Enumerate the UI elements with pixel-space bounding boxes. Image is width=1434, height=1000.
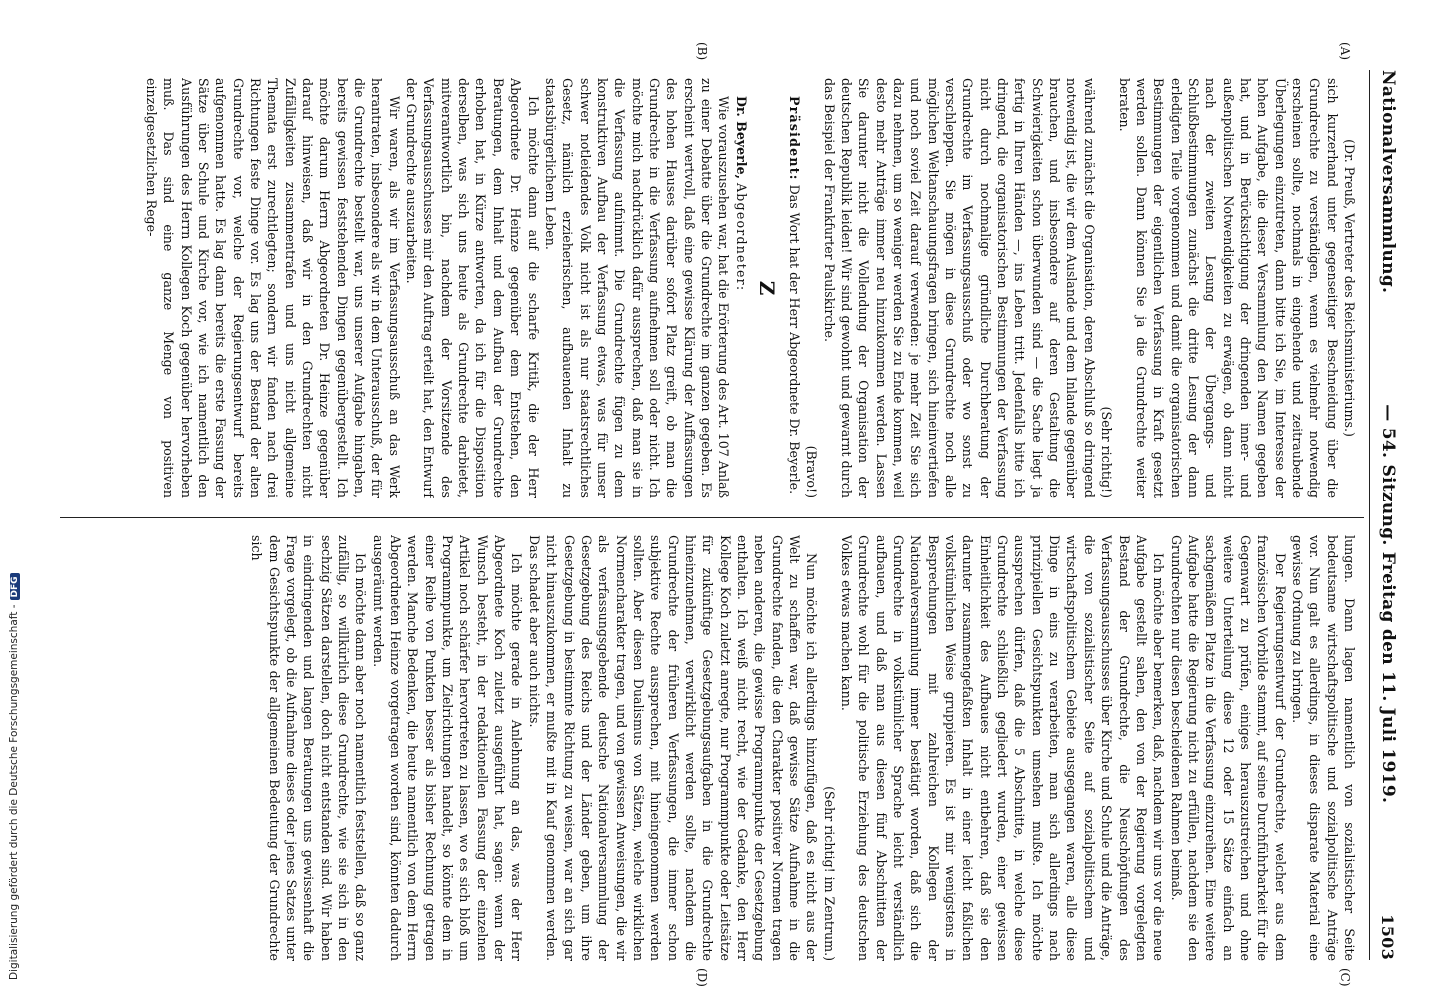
paragraph: Nun möchte ich allerdings hinzufügen, daß es nicht aus der Welt zu schaffen war, daß gewisse Sätze Aufnahme in die Grundrechte fanden, die den Charakter positiver Normen tragen neben anderen, die gewisse Programmpunkte der Gesetzgebung enthalten. Ich weiß nicht recht, wie der Gedanke, den Herr Kollege Koch zuletzt anregte, nur Programmpunkte oder Leitsätze für zukünftige Gesetzgebungsaufgaben in die Grundrechte hineinzunehmen, verwirklicht werden sollte, nachdem die Grundrechte der früheren Verfassungen, die immer schon subjektive Rechte aussprechen, mit hineingenommen werden sollten. Aber diesen Dualismus von Sätzen, welche wirklichen Normencharakter tragen, und von gewissen Anweisungen, die wir als verfassungsgebende deutsche Nationalversammlung der Gesetzgebung des Reichs und der Länder geben, um ihre Gesetzgebung in bestimmte Richtung zu weisen, war an sich gar nicht hinauszukommen, er mußte mit in Kauf genommen werden. Das schadet aber auch nichts. [526,535,820,961]
paragraph: lungen. Dann lagen namentlich von sozialistischer Seite bedeutsame wirtschaftspolitische und sozialpolitische Anträge vor. Nun galt es allerdings, in dieses disparate Material eine gewisse Ordnung zu bringen. [1289,535,1357,961]
president-text: Das Wort hat der Herr Abgeordnete Dr. Beyerle. [787,184,802,495]
page-number: 1503 [1378,914,1397,960]
header-rule [1369,70,1370,960]
paragraph: Ich möchte dann auf die scharfe Kritik, die der Herr Abgeordnete Dr. Heinze gegenüber dem Entstehen, den Beratungen, dem Inhalt und dem Aufbau der Grundrechte erhoben hat, in Kürze antworten, da ich für die Disposition derselben, was sich uns heute als Grundrechte darbietet, mitverantwortlich bin, nachdem der Vorsitzende des Verfassungsausschusses mir den Auftrag erteilt hat, den Entwurf der Grundrechte auszuarbeiten. [404,78,541,498]
header-session: — 54. Sitzung. Freitag den 11. Juli 1919. [1378,404,1398,804]
section-letter: Z [754,280,779,296]
interjection: (Sehr richtig! im Zentrum.) [821,786,837,961]
margin-marker-d: (D) [695,968,709,987]
right-column [68,535,1358,961]
paragraph: sich kurzerhand unter gegenseitiger Beschneidung über die Grundrechte zu verständigen, wenn es vielmehr notwendig erscheinen sollte, nochmals in eingehende und zeitraubende Überlegungen einzutreten, dann bitte ich Sie, im Interesse der hohen Aufgabe, die dieser Versammlung den Namen gegeben hat, und in Berücksichtigung der dringenden inner- und außenpolitischen Notwendigkeiten zu erwägen, ob dann nicht nach der zweiten Lesung der Übergangs- und Schlußbestimmungen zunächst die dritte Lesung der dann erledigten Teile vorgenommen und damit die organisatorischen Bestimmungen der eigentlichen Verfassung in Kraft gesetzt werden sollen. Dann können Sie ja die Grundrechte weiter beraten. [1116,78,1340,498]
margin-marker-c: (C) [1338,968,1352,987]
paragraph: während zunächst die Organisation, deren Abschluß so dringend notwendig ist, die wir dem Auslande und dem Inlande gegenüber brauchen, und insbesondere auf deren Gestaltung die Schwierigkeiten schon überwunden sind — die Sache liegt ja fertig in Ihren Händen —, ins Leben tritt. Jedenfalls bitte ich dringend, die organisatorischen Bestimmungen der Verfassung nicht durch nochmalige gründliche Durchberatung der Grundrechte im Verfassungsausschuß oder wo sonst zu verschleppen. Sie mögen in diese Grundrechte noch alle möglichen Weltanschauungsfragen bringen, sich hineinvertiefen und noch soviel Zeit darauf verwenden: je mehr Zeit Sie sich dazu nehmen, um so weniger werden Sie zu Ende kommen, weil desto mehr Anträge immer neu hinzukommen werden. Lassen Sie darunter nicht die Vollendung der Organisation der deutschen Republik leiden! Wir sind gewohnt und gewarnt durch das Beispiel der Frankfurter Paulskirche. [821,78,1097,498]
dfg-logo: DFG [10,573,20,600]
interjection: (Sehr richtig!) [1099,406,1115,498]
speaker-name: Dr. Beyerle, [733,96,749,179]
paragraph: Ich möchte gerade in Anlehnung an das, was der Herr Abgeordnete Koch zuletzt ausgeführt hat, sagen: wenn der Wunsch besteht, in der redaktionellen Fassung der einzelnen Artikel noch schärfer hervortreten zu lassen, wo es sich bloß um Programmpunkte, um Zielrichtungen handelt, so könnte dem in einer Reihe von Punkten besser als bisher Rechnung getragen werden. Manche Bedenken, die heute namentlich von dem Herrn Abgeordneten Heinze vorgetragen worden sind, könnten dadurch ausgeräumt werden. [370,535,525,961]
paragraph: Der Regierungsentwurf der Grundrechte, welcher aus dem französischen Vorbilde stammt, auf seine Durchführbarkeit für die Gegenwart zu prüfen, einiges herauszustreichen und ohne weitere Unterteilung diese 12 oder 15 Sätze einfach an sachgemäßem Platze in die Verfassung einzureihen. Eine weitere Aufgabe hatte die Regierung nicht zu erfüllen, nachdem sie den Grundrechten nur diesen bescheidenen Rahmen beimaß. [1168,535,1288,961]
speaker-role: Abgeordneter: [733,183,749,292]
speaker-note: (Dr. Preuß, Vertreter des Reichsministeriums.) [1342,139,1357,437]
margin-marker-a: (A) [1338,42,1352,61]
page-header [1378,70,1412,960]
president-statement [786,78,803,498]
column-divider [60,517,1364,518]
interjection: (Bravo!) [804,445,820,498]
paragraph: Wir waren, als wir im Verfassungsausschuß an das Werk herantraten, insbesondere als wir in dem Unterausschuß, der für die Grundrechte bestellt war, uns unserer Aufgabe hingaben, bereits gewissen feststehenden Dingen gegenübergestellt. Ich möchte darum Herrn Abgeordneten Dr. Heinze gegenüber darauf hinweisen, daß wir in den Grundrechten nicht Zufälligkeiten zusammentrafen und uns nicht allgemeine Themata erst zurechtlegten; sondern wir fanden nach drei Richtungen feste Dinge vor. Es lag uns der Bestand der alten Grundrechte vor, welche der Regierungsentwurf bereits aufgenommen hatte. Es lag dann bereits die erste Fassung der Sätze über Schule und Kirche vor, wie ich namentlich den Ausführungen des Herrn Kollegen Koch gegenüber hervorheben muß. Das sind eine ganze Menge von positiven einzelgesetzlichen Rege- [143,78,402,498]
header-title: Nationalversammlung. [1378,70,1398,294]
speaker-intro [732,78,749,498]
left-column [68,78,1358,498]
paragraph: Wie vorauszusehen war, hat die Erörterung des Art. 107 Anlaß zu einer Debatte über die Grundrechte im ganzen gegeben. Es erscheint wertvoll, daß eine gewisse Klärung der Auffassungen des hohen Hauses darüber sofort Platz greift, ob man die Grundrechte in die Verfassung aufnehmen soll oder nicht. Ich möchte mich nachdrücklich dafür aussprechen, daß man sie in die Verfassung aufnimmt. Die Grundrechte fügen zu dem konstruktiven Aufbau der Verfassung etwas, was für unser schwer notleidendes Volk nicht ist als nur staatsrechtliches Gesetz, nämlich erzieherischen, aufbauenden Inhalt zu staatsbürgerlichem Leben. [542,78,732,498]
president-label: Präsident: [787,96,802,181]
margin-marker-b: (B) [695,42,709,61]
credit-text: Digitalisierung gefördert durch die Deutsche Forschungsgemeinschaft - [8,604,20,980]
digitization-credit-text [8,573,20,980]
paragraph: Ich möchte aber bemerken, daß, nachdem wir uns vor die neue Aufgabe gestellt sahen, den von der Regierung vorgelegten Bestand der Grundrechte, die Neuschöpfungen des Verfassungsausschusses über Kirche und Schule und die Anträge, die von sozialistischer Seite auf sozialpolitischem und wirtschaftspolitischem Gebiete ausgegangen waren, alle diese Dinge in eins zu verarbeiten, man sich allerdings nach prinzipiellen Gesichtspunkten umsehen mußte. Ich möchte aussprechen dürfen, daß die 5 Abschnitte, in welche diese Grundrechte schließlich gegliedert wurden, einer gewissen Einheitlichkeit des Aufbaues nicht entbehren, daß sie den darunter zusammengefaßten Inhalt in einer leicht faßlichen volkstümlichen Weise gruppieren. Es ist mir wenigstens in Besprechungen mit zahlreichen Kollegen der Nationalversammlung immer bestätigt worden, daß sich die Grundrechte in volkstümlicher Sprache leicht verständlich aufbauen, und daß man aus diesen fünf Abschnitten der Grundrechte wohl für die politische Erziehung des deutschen Volkes etwas machen kann. [839,535,1167,961]
paragraph: Ich möchte dann aber noch namentlich feststellen, daß so ganz zufällig, so willkürlich diese Grundrechte, wie sie sich in den sechzig Sätzen darstellen, doch nicht entstanden sind. Wir haben in eindringenden und langen Beratungen uns gewissenhaft die Frage vorgelegt, ob die Aufnahme dieses oder jenes Satzes unter dem Gesichtspunkte der allgemeinen Bedeutung der Grundrechte sich [249,535,369,961]
